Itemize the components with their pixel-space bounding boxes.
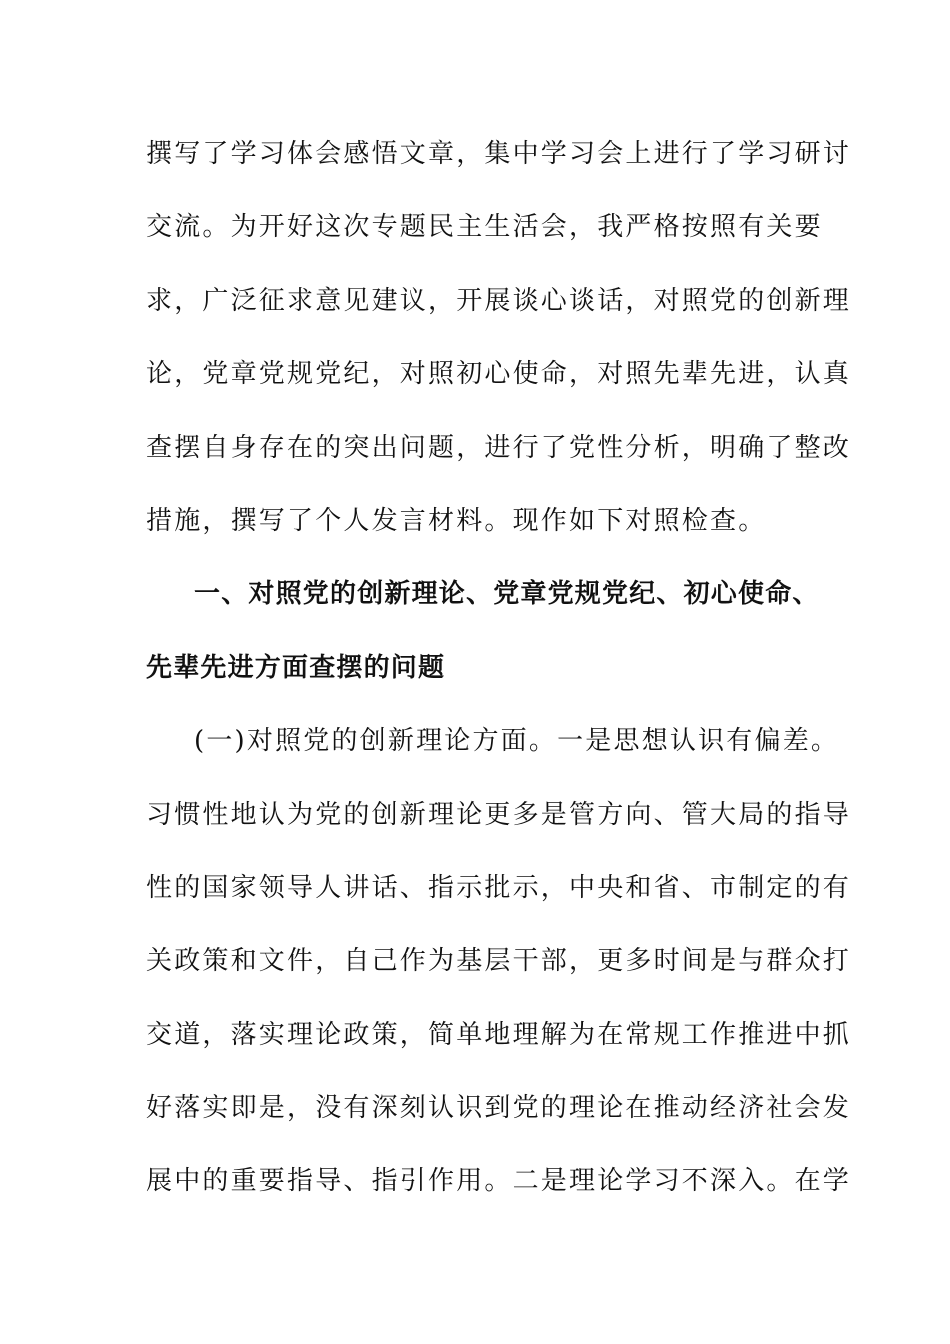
paragraph-line: 展中的重要指导、指引作用。二是理论学习不深入。在学 (146, 1166, 852, 1197)
paragraph-line: 撰写了学习体会感悟文章，集中学习会上进行了学习研讨 (146, 139, 852, 169)
section-heading: 一、对照党的创新理论、党章党规党纪、初心使命、 (194, 579, 820, 610)
paragraph-line: 好落实即是，没有深刻认识到党的理论在推动经济社会发 (146, 1093, 852, 1124)
document-body (146, 126, 852, 1227)
paragraph-line: 习惯性地认为党的创新理论更多是管方向、管大局的指导 (146, 799, 852, 830)
paragraph-line: 求，广泛征求意见建议，开展谈心谈话，对照党的创新理 (146, 285, 852, 316)
subsection-line: (一)对照党的创新理论方面。一是思想认识有偏差。 (194, 726, 840, 757)
paragraph-line: 交流。为开好这次专题民主生活会，我严格按照有关要 (146, 212, 823, 243)
paragraph-line: 性的国家领导人讲话、指示批示，中央和省、市制定的有 (146, 872, 852, 903)
paragraph-line: 交道，落实理论政策，简单地理解为在常规工作推进中抓 (146, 1019, 852, 1050)
paragraph-line: 关政策和文件，自己作为基层干部，更多时间是与群众打 (146, 946, 852, 977)
section-heading-continued: 先辈先进方面查摆的问题 (146, 652, 446, 683)
paragraph-line: 查摆自身存在的突出问题，进行了党性分析，明确了整改 (146, 432, 852, 463)
paragraph-line: 论，党章党规党纪，对照初心使命，对照先辈先进，认真 (146, 359, 852, 390)
paragraph-line: 措施，撰写了个人发言材料。现作如下对照检查。 (146, 505, 767, 536)
